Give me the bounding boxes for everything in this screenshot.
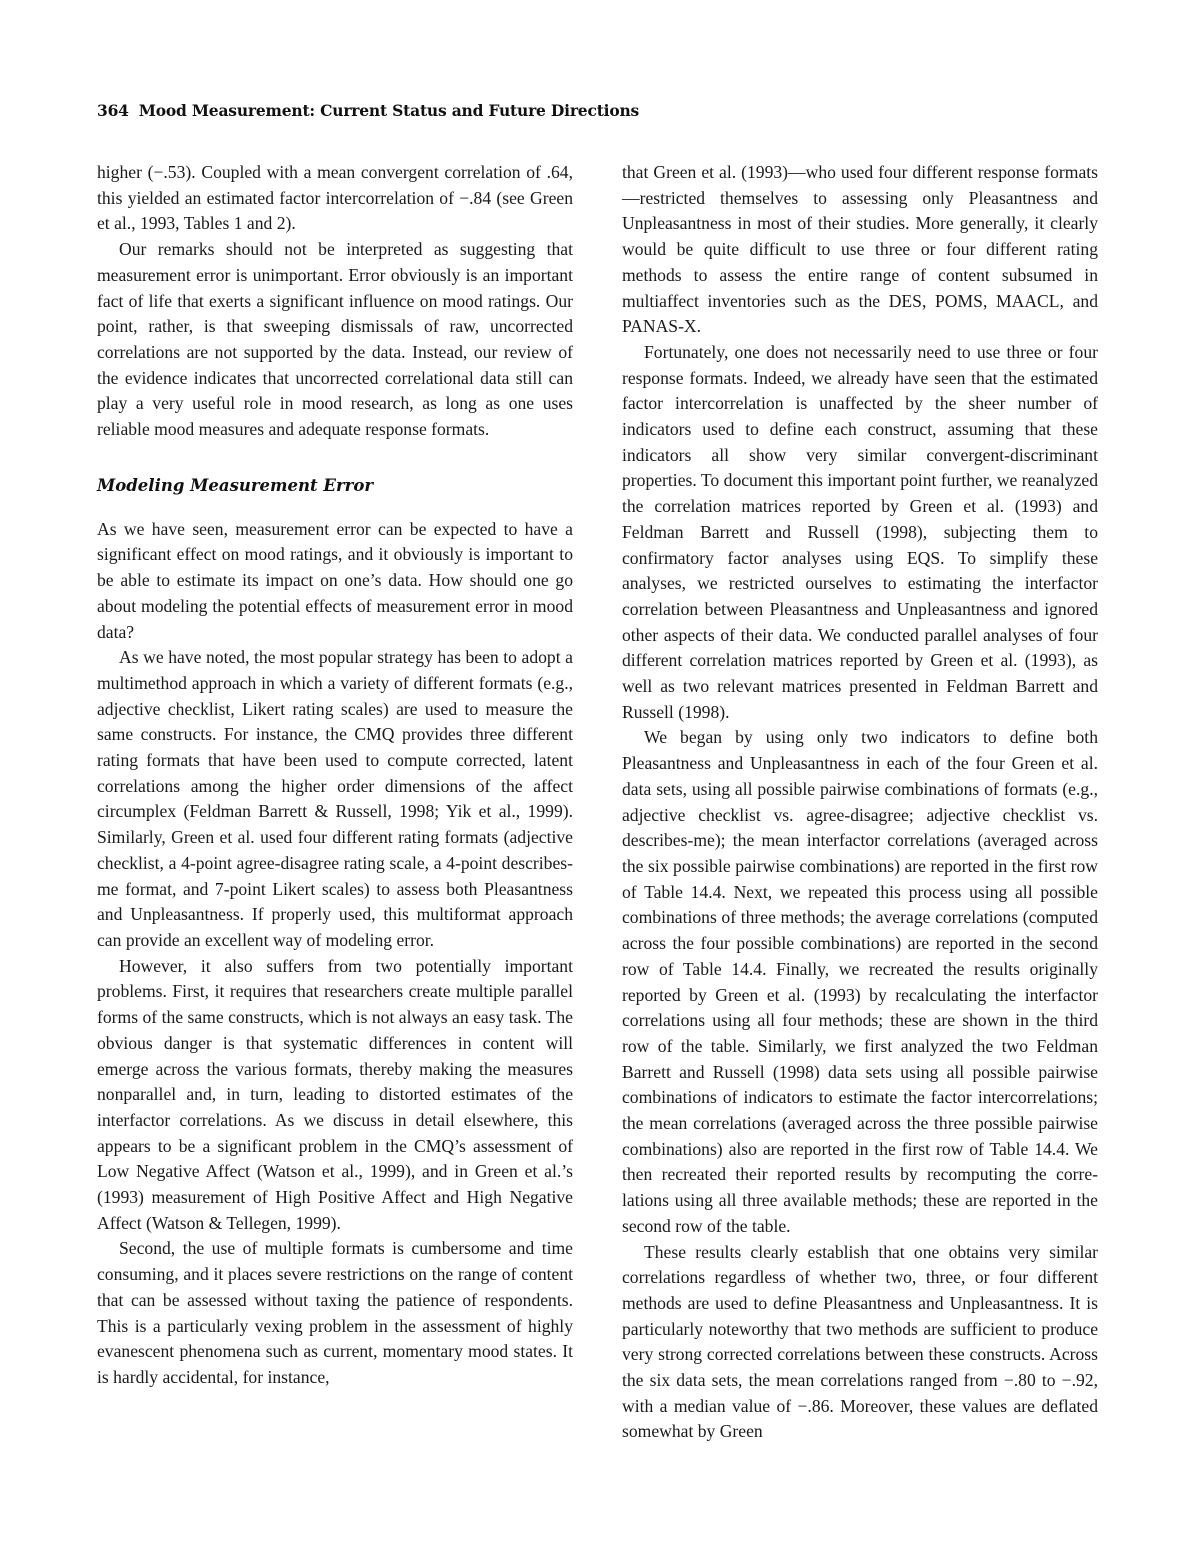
running-head <box>97 101 639 120</box>
paragraph: higher (−.53). Coupled with a mean convergent correlation of .64, this yielded an estimated factor intercorrelation of −.84 (see Green et al., 1993, Tables 1 and 2). <box>97 162 573 234</box>
paragraph: As we have noted, the most popular strategy has been to adopt a multimethod approach in which a variety of different formats (e.g., adjective checklist, Likert rating scales) are used to measure the same constructs. For instance, the CMQ provides three different rating formats that have been used to compute corrected, latent correlations among the higher order dimensions of the affect circumplex (Feldman Barrett & Russell, 1998; Yik et al., 1999). Similarly, Green et al. used four different rating formats (adjective checklist, a 4-point agree-disagree rating scale, a 4-point describes-me format, and 7-point Likert scales) to assess both Pleasantness and Unpleasantness. If properly used, this multiformat approach can provide an excellent way of modeling error. <box>97 647 573 950</box>
paragraph: However, it also suffers from two potentially important problems. First, it requires that researchers create multiple parallel forms of the same constructs, which is not always an easy task. The obvious danger is that systematic differences in content will emerge across the various formats, thereby making the measures nonparallel and, in turn, leading to distorted estimates of the interfactor correlations. As we discuss in detail elsewhere, this appears to be a significant problem in the CMQ’s assessment of Low Negative Affect (Watson et al., 1999), and in Green et al.’s (1993) measurement of High Positive Affect and High Negative Affect (Watson & Tellegen, 1999). <box>97 955 573 1233</box>
running-title: Mood Measurement: Current Status and Future Directions <box>138 101 640 120</box>
page-number: 364 <box>97 101 129 120</box>
paragraph: Our remarks should not be interpreted as suggesting that measurement error is unimportant. Error obviously is an important fact of life that exerts a significant influence on mood ratings. Our point, rather, is that sweeping dismissals of raw, uncorrected correlations are not supported by the data. Instead, our review of the evidence indicates that uncorrected correlational data still can play a very useful role in mood research, as long as one uses reliable mood measures and adequate response formats. <box>97 239 573 440</box>
paragraph: Second, the use of multiple formats is cumbersome and time consuming, and it places severe restrictions on the range of content that can be assessed without taxing the patience of respondents. This is a particularly vexing problem in the assessment of highly evanescent phenomena such as current, momentary mood states. It is hardly accidental, for instance, <box>97 1238 573 1387</box>
paragraph: As we have seen, measurement error can be expected to have a significant effect on mood ratings, and it obviously is important to be able to estimate its impact on one’s data. How should one go about modeling the potential effects of measurement error in mood data? <box>97 518 573 642</box>
paragraph: We began by using only two indicators to define both Pleasantness and Unpleasantness in each of the four Green et al. data sets, using all possible pairwise combinations of formats (e.g., adjective checklist vs. agree-disagree; adjective checklist vs. describes-me); the mean interfactor correlations (averaged across the six possible pairwise combinations) are reported in the first row of Table 14.4. Next, we repeated this process using all possible combinations of three methods; the average correlations (computed across the four possible combinations) are reported in the second row of Table 14.4. Finally, we recreated the results originally reported by Green et al. (1993) by recalculating the interfactor correlations using all four methods; these are shown in the third row of the table. Similarly, we first analyzed the two Feldman Barrett and Russell (1998) data sets using all possible pairwise combinations of indicators to estimate the factor intercorrelations; the mean correlations (averaged across the three possible pairwise combinations) also are reported in the first row of Table 14.4. We then recreated their reported results by recomputing the correlations using all three available methods; these are reported in the second row of the table. <box>622 727 1098 1236</box>
paragraph: Fortunately, one does not necessarily need to use three or four response formats. Indeed, we already have seen that the estimated factor intercorrelation is unaffected by the sheer number of indicators used to define each construct, assuming that these indicators all show very similar convergent-discriminant properties. To document this important point further, we reanalyzed the correlation matrices reported by Green et al. (1993) and Feldman Barrett and Russell (1998), subjecting them to confirmatory factor analyses using EQS. To simplify these analyses, we restricted ourselves to estimating the interfactor correlation between Pleasantness and Unpleasantness and ignored other aspects of their data. We conducted parallel analyses of four different correlation matrices reported by Green et al. (1993), as well as two relevant matrices presented in Feldman Barrett and Russell (1998). <box>622 341 1098 722</box>
section-heading: Modeling Measurement Error <box>97 475 374 495</box>
paragraph: that Green et al. (1993)—who used four different response formats—restricted themselves to assessing only Pleasantness and Unpleasantness in most of their studies. More generally, it clearly would be quite difficult to use three or four different rating methods to assess the entire range of content subsumed in multiaffect inventories such as the DES, POMS, MAACL, and PANAS-X. <box>622 162 1098 337</box>
right-column <box>622 160 1098 1445</box>
paragraph: These results clearly establish that one obtains very similar correlations regardless of whether two, three, or four different methods are used to define Pleasantness and Unpleasantness. It is particularly noteworthy that two methods are sufficient to produce very strong corrected correlations between these constructs. Across the six data sets, the mean correlations ranged from −.80 to −.92, with a median value of −.86. Moreover, these values are deflated somewhat by Green <box>622 1241 1098 1442</box>
left-column <box>97 160 573 1391</box>
